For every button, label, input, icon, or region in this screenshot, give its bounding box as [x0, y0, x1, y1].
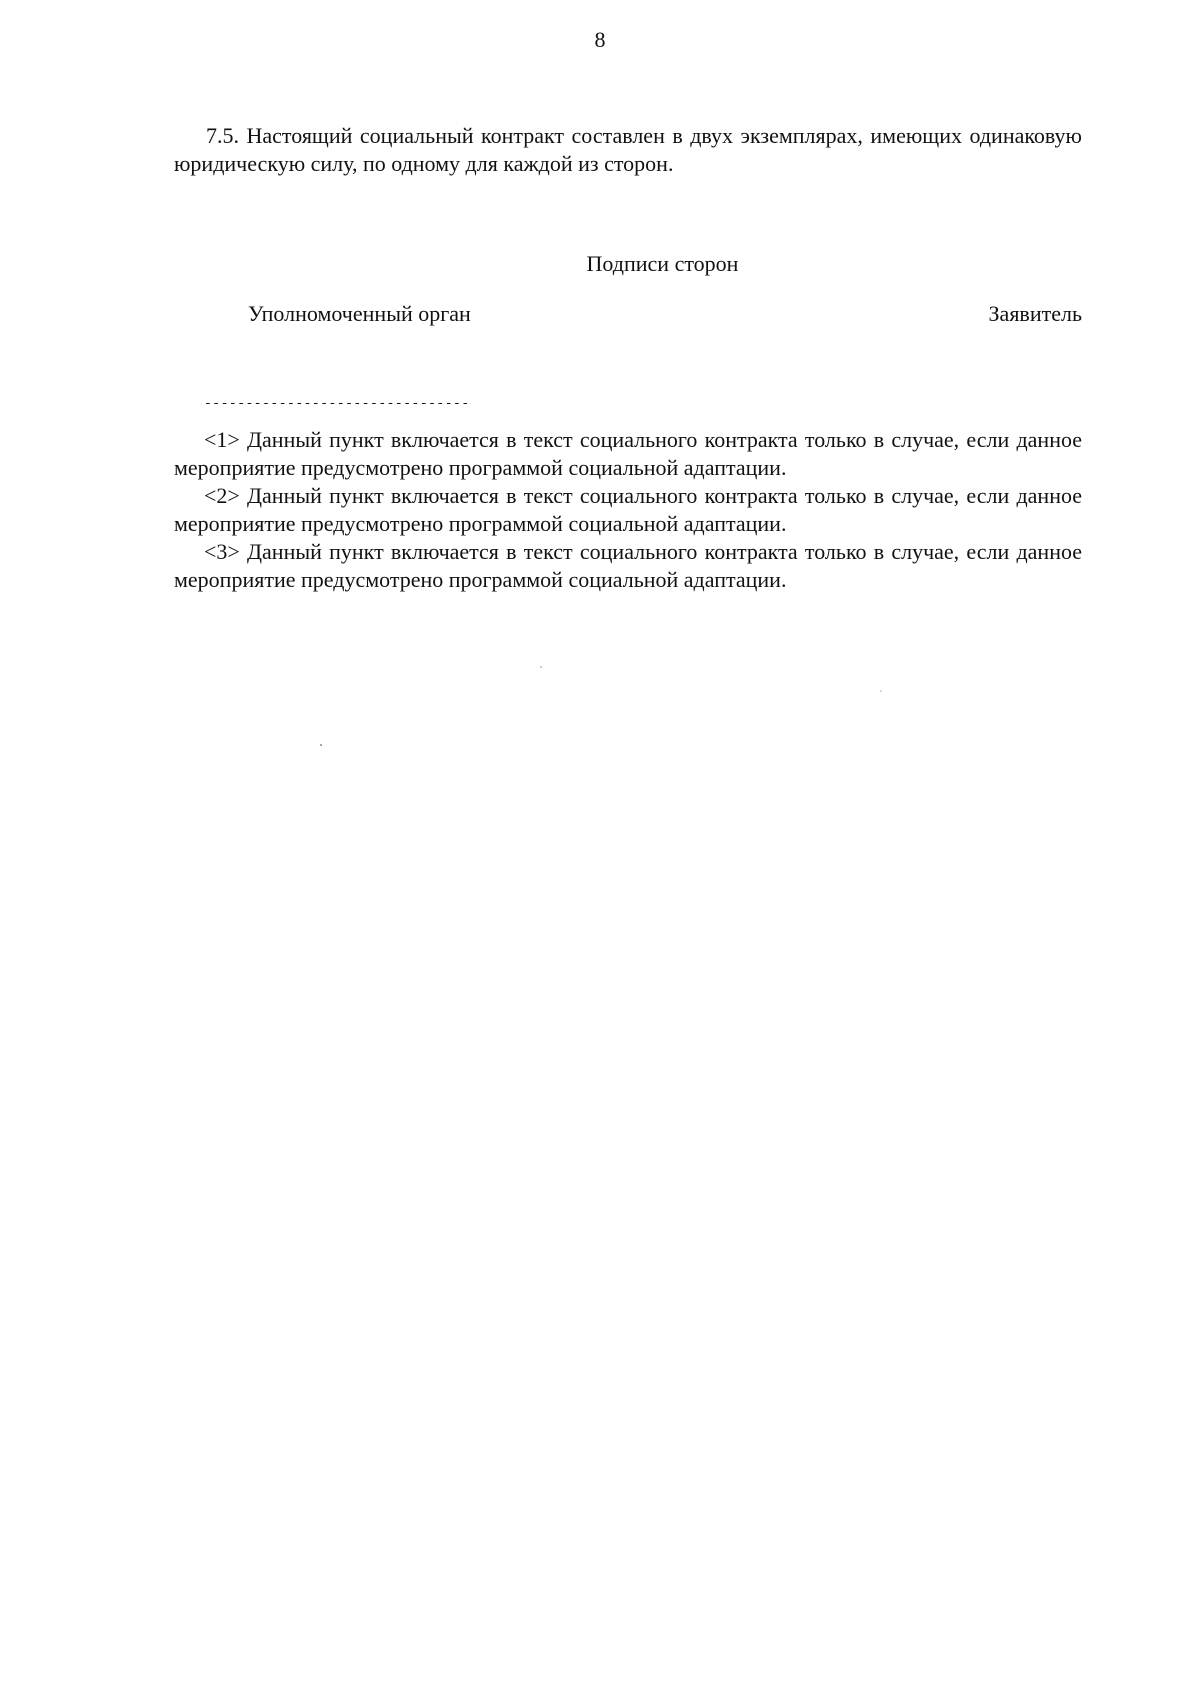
footnote-item [174, 426, 1082, 482]
clause-7-5 [174, 122, 1082, 178]
party-applicant-label: Заявитель [988, 301, 1082, 326]
scan-speck [320, 744, 322, 746]
signatures-title: Подписи сторон [586, 251, 739, 276]
footnote-item [174, 482, 1082, 538]
clause-7-5-text: 7.5. Настоящий социальный контракт составлен в двух экземплярах, имеющих одинаковую юридическую силу, по одному для каждой из сторон. [174, 123, 1082, 176]
footnote-separator: -------------------------------- [204, 396, 470, 411]
party-authority-label: Уполномоченный орган [248, 301, 471, 326]
footnote-text: <1> Данный пункт включается в текст социального контракта только в случае, если данное мероприятие предусмотрено программой социальной адаптации. [174, 427, 1082, 480]
footnotes-list [174, 426, 1082, 594]
page-number: 8 [594, 27, 606, 52]
scan-speck [880, 690, 882, 692]
footnote-text: <2> Данный пункт включается в текст социального контракта только в случае, если данное мероприятие предусмотрено программой социальной адаптации. [174, 483, 1082, 536]
footnote-text: <3> Данный пункт включается в текст социального контракта только в случае, если данное мероприятие предусмотрено программой социальной адаптации. [174, 539, 1082, 592]
footnote-item [174, 538, 1082, 594]
scan-speck [540, 666, 542, 668]
